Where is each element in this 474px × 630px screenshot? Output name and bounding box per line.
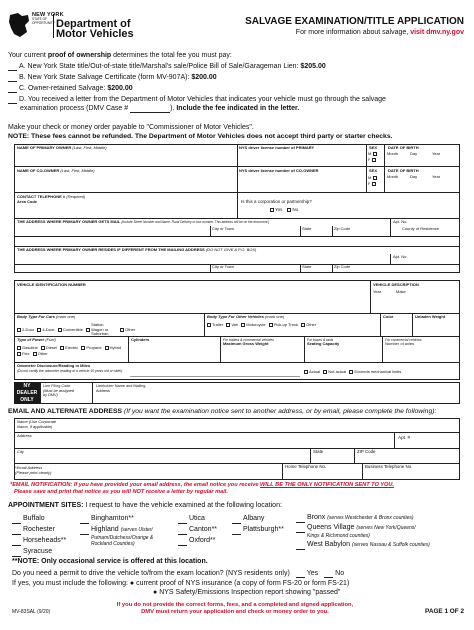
contact-telephone-label: CONTACT TELEPHONE # (Required) [17,194,86,199]
fee-option-d-case: examination process (DMV Case # ). Include the fee indicated in the letter. [20,105,300,112]
co-owner-name-field[interactable] [16,175,235,191]
odometer-not-actual-checkbox[interactable] [323,370,327,374]
cylinders-label: Cylinders [131,337,150,342]
logo-state-subtitle: STATE OF OPPORTUNITY [32,17,55,25]
fees-intro: Your current proof of ownership determines the total fee you must pay: [8,52,232,59]
dealer-only-badge: NY DEALER ONLY [14,382,40,404]
appointment-heading: APPOINTMENT SITES: I request to have the vehicle examined at the following location: [8,502,282,509]
max-gross-weight-field[interactable] [222,348,302,361]
alt-email-label: *Email Address (Please print clearly) [15,465,52,475]
body-vehicle-other-checkbox[interactable] [301,323,305,327]
permit-requirements: If yes, you must include the following: ● current proof of NYS insurance (a copy of form FS-20 or form FS-21) [12,580,350,587]
co-license-label: NYS driver license number of CO-OWNER [239,168,319,173]
cylinders-field[interactable] [130,344,218,361]
dmv-website-link[interactable]: visit dmv.ny.gov [410,29,464,36]
fuel-propane-checkbox[interactable] [81,346,85,350]
form-number: MV-83SAL (9/20) [12,609,51,615]
vin-label: VEHICLE IDENTIFICATION NUMBER [17,282,86,287]
max-gross-weight-label: Maximum Gross Weight [223,341,269,346]
body-convertible-checkbox[interactable] [58,328,62,332]
site-albany[interactable]: Albany [232,513,284,524]
unladen-weight-field[interactable] [414,321,458,335]
fee-c-checkline[interactable] [8,87,17,93]
dmv-logo [8,12,142,40]
site-queens-village[interactable]: Queens Village (serves New York/Queens/ [296,523,430,533]
alt-email-field[interactable] [60,465,280,479]
seating-capacity-label: Seating Capacity [307,341,340,346]
home-phone-field[interactable] [284,470,360,479]
logo-state-name: NEW YORK [32,12,64,18]
axles-label: Number of axles [385,341,415,346]
corporation-yes-checkbox[interactable] [270,208,274,212]
lienholder-label: Lienholder Name and Mailing Address [96,384,146,393]
logo-agency-line2: Motor Vehicles [56,28,134,40]
residence-address-field[interactable] [16,254,388,263]
site-canton[interactable]: Canton** [178,524,217,535]
primary-dob-field[interactable] [386,157,458,165]
body-wagon-checkbox[interactable] [86,328,90,332]
permit-no-checkline[interactable] [324,572,333,578]
body-van-checkbox[interactable] [226,323,230,327]
refund-note: NOTE: These fees cannot be refunded. The Department of Motor Vehicles does not accept third party or starter checks. [8,133,393,140]
site-syracuse[interactable]: Syracuse [12,546,66,557]
vin-field[interactable] [16,289,368,311]
site-oxford[interactable]: Oxford** [178,535,217,546]
corporation-options: Yes No [268,208,298,213]
alt-address-label: Address [17,433,32,438]
co-license-field[interactable] [239,175,364,191]
body-type-cars-options: 2-Door 4-Door Convertible Station Wagon or Suburban Other [15,323,135,337]
appointment-col-5: Bronx (serves Westchester & Bronx counties) Queens Village (serves New York/Queens/ Kings & Richmond counties) West Babylon (serves Nassau & Suffolk counties) [296,513,430,550]
alt-city-label: City [17,449,24,454]
email-notification-warning: *EMAIL NOTIFICATION: If you have provided your email address, the email notice you receive WILL BE THE ONLY NOTIFICATION SENT TO YOU. [10,482,394,488]
permit-question: Do you need a permit to drive the vehicle to/from the exam location? (NYS residents only) Yes No [12,570,345,577]
fee-option-b[interactable]: B. New York State Salvage Certificate (form MV-907A): $200.00 [8,74,217,82]
residence-address-label: THE ADDRESS WHERE PRIMARY OWNER RESIDES IF DIFFERENT FROM THE MAILING ADDRESS (DO NOT GIVE A P.O. BOX) [17,247,257,252]
alt-apt-field[interactable] [414,434,458,447]
site-buffalo[interactable]: Buffalo [12,513,66,524]
fee-option-c[interactable]: C. Owner-retained Salvage: $200.00 [8,85,133,93]
alt-zip-label: ZIP Code [357,449,376,454]
salvage-info: For more information about salvage, visit dmv.ny.gov [295,29,464,36]
body-motorcycle-checkbox[interactable] [241,323,245,327]
bullet-icon: ● [129,580,135,587]
email-section-heading: EMAIL AND ALTERNATE ADDRESS (If you want the examination notice sent to another address, or by email, please complete the following): [8,408,437,415]
contact-telephone-field[interactable] [16,205,235,217]
odometer-options: Actual Not actual Exceeds mechanical limits [302,370,401,375]
appointment-col-3 [178,513,217,546]
site-bronx[interactable]: Bronx (serves Westchester & Bronx counties) [296,513,430,523]
body-type-cars-label: Body Type For Cars (mark one) [17,314,76,319]
occasional-service-note: **NOTE: Only occasional service is offered at this location. [12,558,208,565]
vehicle-description-label: VEHICLE DESCRIPTION [373,282,419,287]
unladen-weight-label: Unladen Weight [415,314,446,319]
corporation-question: Is this a corporation or partnership? [241,199,312,204]
lien-filing-code-label: Lien Filing Code (Must be assigned by DMV) [43,384,75,398]
site-horseheads[interactable]: Horseheads** [12,535,66,546]
business-phone-field[interactable] [364,470,458,479]
primary-sex-m-checkbox[interactable] [373,152,377,156]
body-car-other-checkbox[interactable] [120,328,124,332]
alt-name-label: Name (Use Corporate Name, if applicable) [17,419,57,429]
home-phone-label: Home Telephone No. [285,464,327,469]
fuel-other-checkbox[interactable] [33,352,37,356]
color-field[interactable] [382,321,411,335]
fuel-gasoline-checkbox[interactable] [17,346,21,350]
appointment-col-2: Binghamton** Highland (serves Ulster/ Putnam/Dutchess/Orange & Rockland Counties) [80,513,153,547]
odometer-label: Odometer Disclosure/Reading in Miles [17,363,91,368]
body-2door-checkbox[interactable] [17,328,21,332]
axles-field[interactable] [384,348,458,361]
power-type-label: Type of Power (Fuel) [17,337,56,342]
alt-zip-field[interactable] [356,455,458,462]
site-binghamton[interactable]: Binghamton** [80,513,153,524]
body-trailer-checkbox[interactable] [207,323,211,327]
fuel-diesel-checkbox[interactable] [41,346,45,350]
primary-sex-options: M [368,152,378,157]
primary-owner-name-field[interactable] [16,152,235,165]
primary-dob-label: DATE OF BIRTH [388,145,419,150]
new-york-state-icon [8,12,30,38]
co-sex-m-checkbox[interactable] [373,176,377,180]
fuel-hybrid-checkbox[interactable] [105,346,109,350]
body-pickup-checkbox[interactable] [269,323,273,327]
co-sex-f-checkbox[interactable] [372,182,376,186]
mailing-address-field[interactable] [16,225,388,235]
page-number: PAGE 1 OF 2 [425,608,464,615]
alt-state-field[interactable] [312,455,352,462]
mailing-apt-label: Apt. No. [393,219,408,224]
body-type-other-label: Body Type For Other Vehicles (mark one) [207,314,285,319]
site-utica[interactable]: Utica [178,513,217,524]
business-phone-label: Business Telephone No. [365,464,413,469]
lienholder-field[interactable] [156,384,458,403]
primary-owner-label: NAME OF PRIMARY OWNER (Last, First, Middle) [17,145,107,150]
fee-a-checkline[interactable] [8,65,17,71]
co-dob-field[interactable] [386,181,458,191]
fee-b-checkline[interactable] [8,76,17,82]
power-type-options: Gasoline Diesel Electric Propane Hybrid Flex Other [15,345,127,357]
dmv-case-number-field[interactable] [130,106,170,113]
bullet-icon: ● [153,589,158,596]
fuel-electric-checkbox[interactable] [60,346,64,350]
primary-license-label: NYS driver license number of PRIMARY [239,145,315,150]
primary-license-field[interactable] [239,152,364,165]
color-label: Color [383,314,394,319]
asterisk: * [15,465,17,470]
fuel-flex-checkbox[interactable] [17,352,21,356]
site-rochester[interactable]: Rochester [12,524,66,535]
fee-d-checkline[interactable] [8,98,17,104]
alt-state-label: State [313,449,324,454]
form-title: SALVAGE EXAMINATION/TITLE APPLICATION [245,16,464,27]
odometer-exceeds-checkbox[interactable] [349,370,353,374]
primary-sex-f-checkbox[interactable] [372,158,376,162]
email-notification-warning-2: Please save and print that notice as you will NOT receive a letter by regular mail. [14,489,228,495]
area-code-label: Area Code [17,199,38,204]
appointment-col-1 [12,513,66,557]
alt-address-field[interactable] [50,434,392,447]
fee-option-d[interactable]: D. You received a letter from the Department of Motor Vehicles that indicates your vehicle must go through the salvage [8,96,386,104]
alt-city-field[interactable] [30,450,308,462]
logo-agency-line1: Department of [56,18,131,30]
seating-capacity-field[interactable] [306,348,380,361]
alt-apt-label: Apt. # [398,435,411,440]
primary-sex-label: SEX [369,145,378,150]
alt-name-field[interactable] [70,420,458,431]
permit-yes-checkline[interactable] [296,572,305,578]
body-4door-checkbox[interactable] [37,328,41,332]
odometer-actual-checkbox[interactable] [304,370,308,374]
mailing-address-label: THE ADDRESS WHERE PRIMARY OWNER GETS MAIL (Include Street Number and Name. Rural Delivery or box number. This address will be on the document.) [17,219,270,224]
payable-note: Make your check or money order payable to "Commissioner of Motor Vehicles". [8,124,254,131]
vehicle-description-field[interactable] [372,296,458,311]
appointment-col-4 [232,513,284,535]
site-plattsburgh[interactable]: Plattsburgh** [232,524,284,535]
odometer-reading-field[interactable] [130,365,300,377]
body-type-other-options: Trailer Van Motorcycle Pick-up Truck Other [205,323,316,328]
co-owner-label: NAME OF CO-OWNER (Last, First, Middle) [17,168,95,173]
corporation-no-checkbox[interactable] [287,208,291,212]
footer-warning: If you do not provide the correct forms, fees, and a completed and signed application, DMV must return your application and check or money order to you. [116,602,354,615]
fee-option-a[interactable]: A. New York State title/Out-of-state title/Marshal's sale/Police Bill of Sale/Garageman Lien: $205.00 [8,63,326,71]
site-highland[interactable]: Highland (serves Ulster/ [80,524,153,535]
site-west-babylon[interactable]: West Babylon (serves Nassau & Suffolk counties) [296,540,430,550]
